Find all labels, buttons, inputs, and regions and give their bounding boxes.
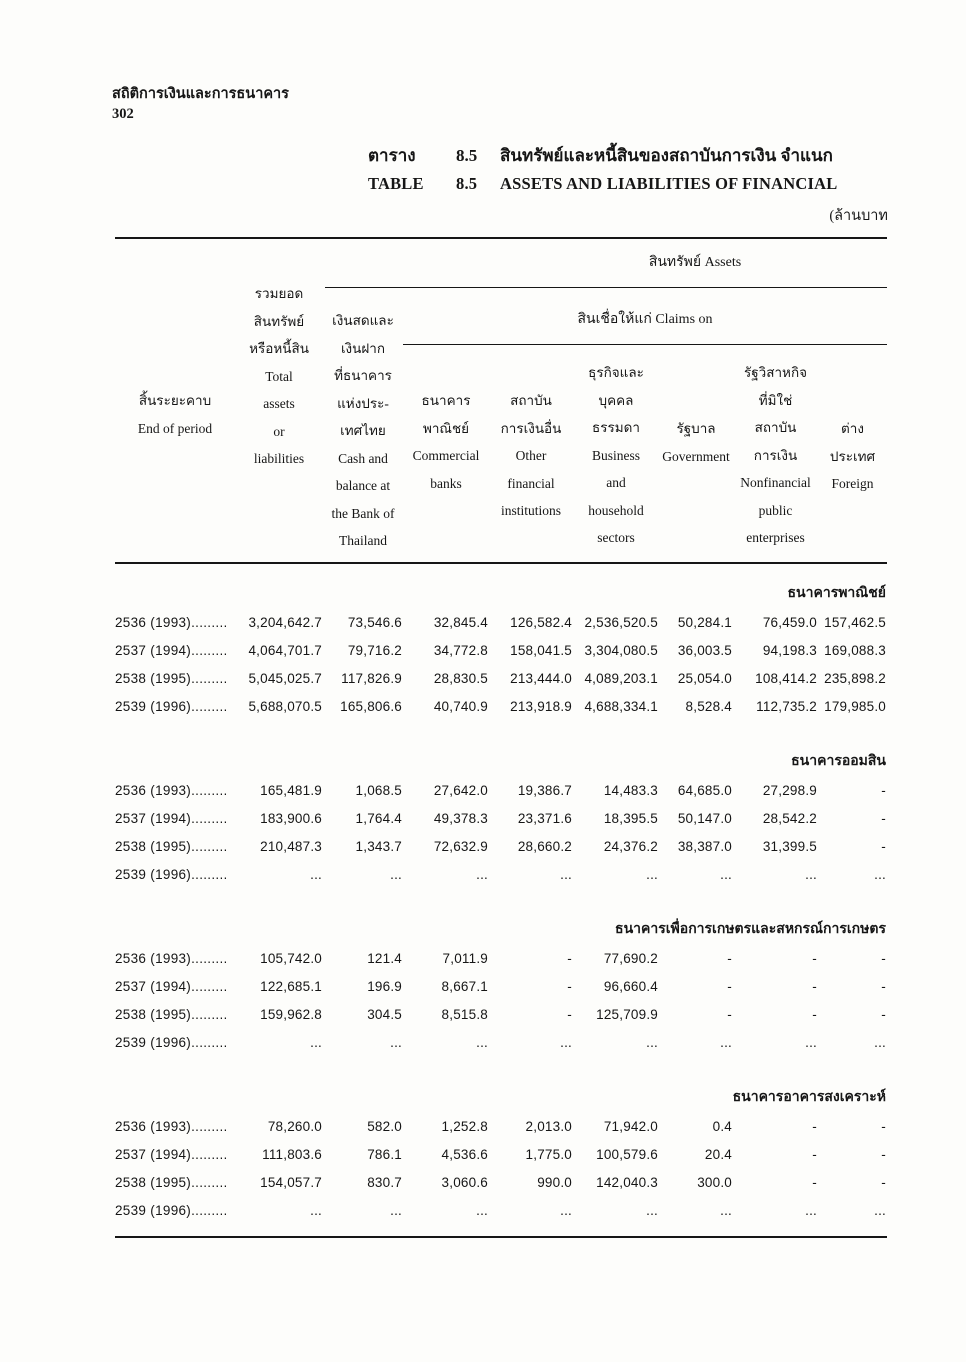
header-line: ธรรมดา <box>592 420 640 435</box>
value-cell: 8,515.8 <box>441 1006 488 1022</box>
value-cell: 111,803.6 <box>262 1146 322 1162</box>
header-line: รัฐวิสาหกิจ <box>743 365 808 380</box>
value-cell: 14,483.3 <box>603 782 658 798</box>
table-row <box>115 776 887 804</box>
header-line: การเงิน <box>753 447 798 463</box>
section-rows <box>115 1112 887 1224</box>
value-cell: 31,399.5 <box>762 838 817 854</box>
header-line: Cash and <box>338 450 388 466</box>
value-cell: 94,198.3 <box>762 642 817 658</box>
value-cell: 3,204,642.7 <box>248 614 322 630</box>
value-cell: 108,414.2 <box>755 670 817 686</box>
value-cell: 183,900.6 <box>260 810 322 826</box>
value-cell: - <box>727 1006 732 1022</box>
running-header <box>112 84 289 124</box>
value-cell: ... <box>646 1202 658 1218</box>
section-title: ธนาคารเพื่อการเกษตรและสหกรณ์การเกษตร <box>615 922 886 937</box>
value-cell: 582.0 <box>367 1118 402 1134</box>
value-cell: ... <box>874 1034 886 1050</box>
value-cell: 1,775.0 <box>525 1146 572 1162</box>
header-line: sectors <box>597 530 635 545</box>
period-cell: 2539 (1996)......... <box>115 698 228 714</box>
value-cell: 4,688,334.1 <box>584 698 658 714</box>
table-row <box>115 832 887 860</box>
value-cell: ... <box>310 1034 322 1050</box>
header-line: Total <box>265 368 293 384</box>
value-cell: 304.5 <box>367 1006 402 1022</box>
header-line: ที่ธนาคาร <box>334 368 392 383</box>
period-cell: 2537 (1994)......... <box>115 810 228 826</box>
section-title: ธนาคารอาคารสงเคราะห์ <box>732 1090 886 1105</box>
value-cell: 165,481.9 <box>260 782 322 798</box>
table-header <box>115 237 887 564</box>
value-cell: 4,064,701.7 <box>248 642 322 658</box>
value-cell: 2,013.0 <box>525 1118 572 1134</box>
value-cell: - <box>812 978 817 994</box>
header-line: Thailand <box>339 533 387 548</box>
section-title: ธนาคารออมสิน <box>791 754 886 769</box>
value-cell: 121.4 <box>367 950 402 966</box>
header-line: ธุรกิจและ <box>588 365 644 380</box>
value-cell: 1,764.4 <box>355 810 402 826</box>
value-cell: 125,709.9 <box>596 1006 658 1022</box>
page-number: 302 <box>112 106 134 122</box>
table-row <box>115 1028 887 1056</box>
header-line: บุคคล <box>598 392 634 408</box>
value-cell: 77,690.2 <box>603 950 658 966</box>
value-cell: 71,942.0 <box>603 1118 658 1134</box>
value-cell: - <box>881 838 886 854</box>
header-line: สถาบัน <box>754 420 797 435</box>
header-line: public <box>758 502 793 518</box>
header-line: ต่าง <box>841 421 864 436</box>
value-cell: ... <box>476 866 488 882</box>
header-line: รวมยอด <box>254 286 304 301</box>
value-cell: 78,260.0 <box>267 1118 322 1134</box>
value-cell: 1,252.8 <box>441 1118 488 1134</box>
value-cell: 126,582.4 <box>510 614 572 630</box>
section-rows <box>115 608 887 720</box>
value-cell: 18,395.5 <box>603 810 658 826</box>
period-cell: 2538 (1995)......... <box>115 1174 228 1190</box>
header-line: สถาบัน <box>510 393 552 408</box>
value-cell: 117,826.9 <box>341 670 402 686</box>
header-line: banks <box>430 475 462 491</box>
value-cell: 28,542.2 <box>762 810 817 826</box>
period-cell: 2536 (1993)......... <box>115 614 228 630</box>
table-section <box>115 1084 887 1224</box>
table-title-english <box>368 170 888 198</box>
header-line: Business <box>591 447 640 463</box>
value-cell: 158,041.5 <box>510 642 572 658</box>
value-cell: 3,304,080.5 <box>584 642 658 658</box>
value-cell: 154,057.7 <box>260 1174 322 1190</box>
header-line: the Bank of <box>331 505 395 521</box>
value-cell: ... <box>390 866 402 882</box>
table-row <box>115 608 887 636</box>
period-cell: 2537 (1994)......... <box>115 642 228 658</box>
value-cell: - <box>812 1146 817 1162</box>
period-cell: 2537 (1994)......... <box>115 1146 228 1162</box>
period-cell: 2538 (1995)......... <box>115 670 228 686</box>
value-cell: 122,685.1 <box>260 978 322 994</box>
value-cell: ... <box>874 1202 886 1218</box>
value-cell: ... <box>720 1202 732 1218</box>
table-bottom-rule <box>115 1236 887 1238</box>
header-line: enterprises <box>746 530 805 545</box>
value-cell: 112,735.2 <box>756 698 817 714</box>
value-cell: 28,660.2 <box>517 838 572 854</box>
value-cell: ... <box>476 1034 488 1050</box>
table-row <box>115 944 887 972</box>
value-cell: ... <box>805 866 817 882</box>
table-row <box>115 1140 887 1168</box>
value-cell: 34,772.8 <box>433 642 488 658</box>
value-cell: 27,298.9 <box>762 782 817 798</box>
value-cell: 36,003.5 <box>677 642 732 658</box>
value-cell: 159,962.8 <box>260 1006 322 1022</box>
header-line: and <box>606 475 626 490</box>
value-cell: 235,898.2 <box>824 670 886 686</box>
table-row <box>115 860 887 888</box>
period-cell: 2536 (1993)......... <box>115 1118 228 1134</box>
value-cell: ... <box>646 866 658 882</box>
value-cell: 3,060.6 <box>441 1174 488 1190</box>
header-line: เงินฝาก <box>340 340 386 356</box>
value-cell: 72,632.9 <box>433 838 488 854</box>
value-cell: 0.4 <box>712 1118 732 1134</box>
value-cell: - <box>881 1174 886 1190</box>
table-section <box>115 580 887 720</box>
header-line: or <box>273 423 285 439</box>
value-cell: 49,378.3 <box>433 810 488 826</box>
header-line: Government <box>662 448 730 464</box>
value-cell: 157,462.5 <box>824 614 886 630</box>
value-cell: ... <box>390 1202 402 1218</box>
value-cell: ... <box>560 866 572 882</box>
value-cell: - <box>881 1118 886 1134</box>
value-cell: ... <box>310 866 322 882</box>
value-cell: 50,147.0 <box>677 810 732 826</box>
table-row <box>115 664 887 692</box>
table-row <box>115 972 887 1000</box>
header-line: Other <box>515 448 547 463</box>
value-cell: 19,386.7 <box>517 782 572 798</box>
value-cell: ... <box>874 866 886 882</box>
value-cell: 76,459.0 <box>762 614 817 630</box>
header-line: การเงินอื่น <box>500 420 562 436</box>
period-cell: 2539 (1996)......... <box>115 1202 228 1218</box>
value-cell: 213,444.0 <box>510 670 572 686</box>
value-cell: 990.0 <box>537 1174 572 1190</box>
value-cell: - <box>881 1006 886 1022</box>
value-cell: 79,716.2 <box>347 642 402 658</box>
col-header-end-of-period <box>115 239 235 442</box>
table-label-thai: ตาราง <box>368 146 416 165</box>
table-label-english: TABLE <box>368 174 424 193</box>
header-line: End of period <box>137 420 213 436</box>
col-header-nonfinancial-public-enterprises <box>733 239 818 552</box>
header-line: financial <box>507 475 555 491</box>
header-line: พาณิชย์ <box>422 420 470 436</box>
value-cell: 196.9 <box>367 978 402 994</box>
col-header-commercial-banks <box>403 239 489 497</box>
header-line: แห่งประ- <box>337 395 389 411</box>
table-section <box>115 748 887 888</box>
value-cell: 8,667.1 <box>441 978 488 994</box>
value-cell: 23,371.6 <box>517 810 572 826</box>
value-cell: ... <box>310 1202 322 1218</box>
value-cell: 64,685.0 <box>677 782 732 798</box>
value-cell: 100,579.6 <box>596 1146 658 1162</box>
header-line: balance at <box>335 478 391 493</box>
value-cell: ... <box>646 1034 658 1050</box>
value-cell: 24,376.2 <box>603 838 658 854</box>
col-header-foreign <box>818 239 887 498</box>
value-cell: - <box>881 1146 886 1162</box>
value-cell: - <box>812 1006 817 1022</box>
value-cell: 38,387.0 <box>677 838 732 854</box>
section-rows <box>115 944 887 1056</box>
value-cell: 28,830.5 <box>433 670 488 686</box>
period-cell: 2537 (1994)......... <box>115 978 228 994</box>
table-title-thai <box>368 142 888 170</box>
period-cell: 2539 (1996)......... <box>115 1034 228 1050</box>
header-line: Nonfinancial <box>740 475 811 490</box>
period-cell: 2538 (1995)......... <box>115 1006 228 1022</box>
col-header-government <box>659 239 733 470</box>
table-body <box>115 580 887 1224</box>
value-cell: 1,068.5 <box>355 782 402 798</box>
value-cell: 213,918.9 <box>510 698 572 714</box>
col-header-business-household-sectors <box>573 239 659 552</box>
value-cell: 105,742.0 <box>260 950 322 966</box>
section-title: ธนาคารพาณิชย์ <box>787 586 886 601</box>
value-cell: 8,528.4 <box>685 698 732 714</box>
value-cell: - <box>727 978 732 994</box>
value-cell: 1,343.7 <box>355 838 402 854</box>
value-cell: - <box>881 978 886 994</box>
header-line: Commercial <box>412 448 480 463</box>
table-title-text-english: ASSETS AND LIABILITIES OF FINANCIAL <box>500 174 838 193</box>
value-cell: ... <box>560 1034 572 1050</box>
value-cell: 32,845.4 <box>433 614 488 630</box>
value-cell: ... <box>720 1034 732 1050</box>
value-cell: ... <box>720 866 732 882</box>
period-cell: 2538 (1995)......... <box>115 838 228 854</box>
header-line: assets <box>263 396 295 411</box>
value-cell: 5,045,025.7 <box>248 670 322 686</box>
value-cell: 4,536.6 <box>441 1146 488 1162</box>
header-line: สินทรัพย์ <box>253 313 305 329</box>
value-cell: ... <box>390 1034 402 1050</box>
value-cell: - <box>881 782 886 798</box>
table-title-text-thai: สินทรัพย์และหนี้สินของสถาบันการเงิน จำแนก <box>500 146 833 165</box>
value-cell: - <box>567 950 572 966</box>
value-cell: - <box>567 1006 572 1022</box>
value-cell: 73,546.6 <box>347 614 402 630</box>
header-line: ประเทศ <box>829 448 876 464</box>
value-cell: 786.1 <box>367 1146 402 1162</box>
value-cell: 40,740.9 <box>433 698 488 714</box>
header-line: Foreign <box>831 476 874 491</box>
value-cell: 165,806.6 <box>340 698 402 714</box>
value-cell: - <box>812 950 817 966</box>
value-cell: - <box>727 950 732 966</box>
publication-title: สถิติการเงินและการธนาคาร <box>112 86 289 102</box>
period-cell: 2536 (1993)......... <box>115 950 228 966</box>
value-cell: 300.0 <box>697 1174 732 1190</box>
value-cell: ... <box>476 1202 488 1218</box>
claims-on-group-header: สินเชื่อให้แก่ Claims on <box>577 312 713 327</box>
table-title-block <box>368 142 888 227</box>
value-cell: 4,089,203.1 <box>584 670 658 686</box>
header-line: institutions <box>500 503 561 518</box>
value-cell: 142,040.3 <box>596 1174 658 1190</box>
value-cell: - <box>812 1118 817 1134</box>
period-cell: 2536 (1993)......... <box>115 782 228 798</box>
value-cell: 210,487.3 <box>260 838 322 854</box>
table-section <box>115 916 887 1056</box>
header-line: หรือหนี้สิน <box>249 341 309 356</box>
table-row <box>115 1196 887 1224</box>
value-cell: 27,642.0 <box>433 782 488 798</box>
col-header-cash-and-balance-at-bot <box>323 239 403 555</box>
value-cell: - <box>881 810 886 826</box>
value-cell: - <box>812 1174 817 1190</box>
header-line: household <box>588 502 644 518</box>
header-line: liabilities <box>253 451 305 466</box>
value-cell: - <box>881 950 886 966</box>
statistics-table <box>115 237 887 1238</box>
header-line: ที่มิใช่ <box>758 392 793 408</box>
table-row <box>115 636 887 664</box>
header-line: เทศไทย <box>340 423 386 438</box>
table-row <box>115 804 887 832</box>
table-row <box>115 1168 887 1196</box>
header-line: รัฐบาล <box>676 421 716 436</box>
table-row <box>115 1000 887 1028</box>
value-cell: 169,088.3 <box>824 642 886 658</box>
table-number-english: 8.5 <box>456 174 478 193</box>
value-cell: 2,536,520.5 <box>584 614 658 630</box>
col-header-other-financial-institutions <box>489 239 573 525</box>
value-cell: 50,284.1 <box>677 614 732 630</box>
value-cell: ... <box>560 1202 572 1218</box>
value-cell: 25,054.0 <box>677 670 732 686</box>
col-header-total-assets-or-liabilities <box>235 239 323 473</box>
value-cell: ... <box>805 1202 817 1218</box>
value-cell: 179,985.0 <box>824 698 886 714</box>
unit-note: (ล้านบาท <box>829 208 888 224</box>
value-cell: 7,011.9 <box>442 950 488 966</box>
table-row <box>115 1112 887 1140</box>
assets-group-header: สินทรัพย์ Assets <box>648 255 742 270</box>
table-number-thai: 8.5 <box>456 146 478 165</box>
period-cell: 2539 (1996)......... <box>115 866 228 882</box>
table-row <box>115 692 887 720</box>
value-cell: 20.4 <box>704 1146 732 1162</box>
header-line: ธนาคาร <box>421 393 471 408</box>
value-cell: ... <box>805 1034 817 1050</box>
value-cell: 830.7 <box>367 1174 402 1190</box>
value-cell: 96,660.4 <box>603 978 658 994</box>
value-cell: - <box>567 978 572 994</box>
header-line: เงินสดและ <box>332 313 394 328</box>
section-rows <box>115 776 887 888</box>
header-line: สิ้นระยะคาบ <box>138 393 212 408</box>
value-cell: 5,688,070.5 <box>248 698 322 714</box>
